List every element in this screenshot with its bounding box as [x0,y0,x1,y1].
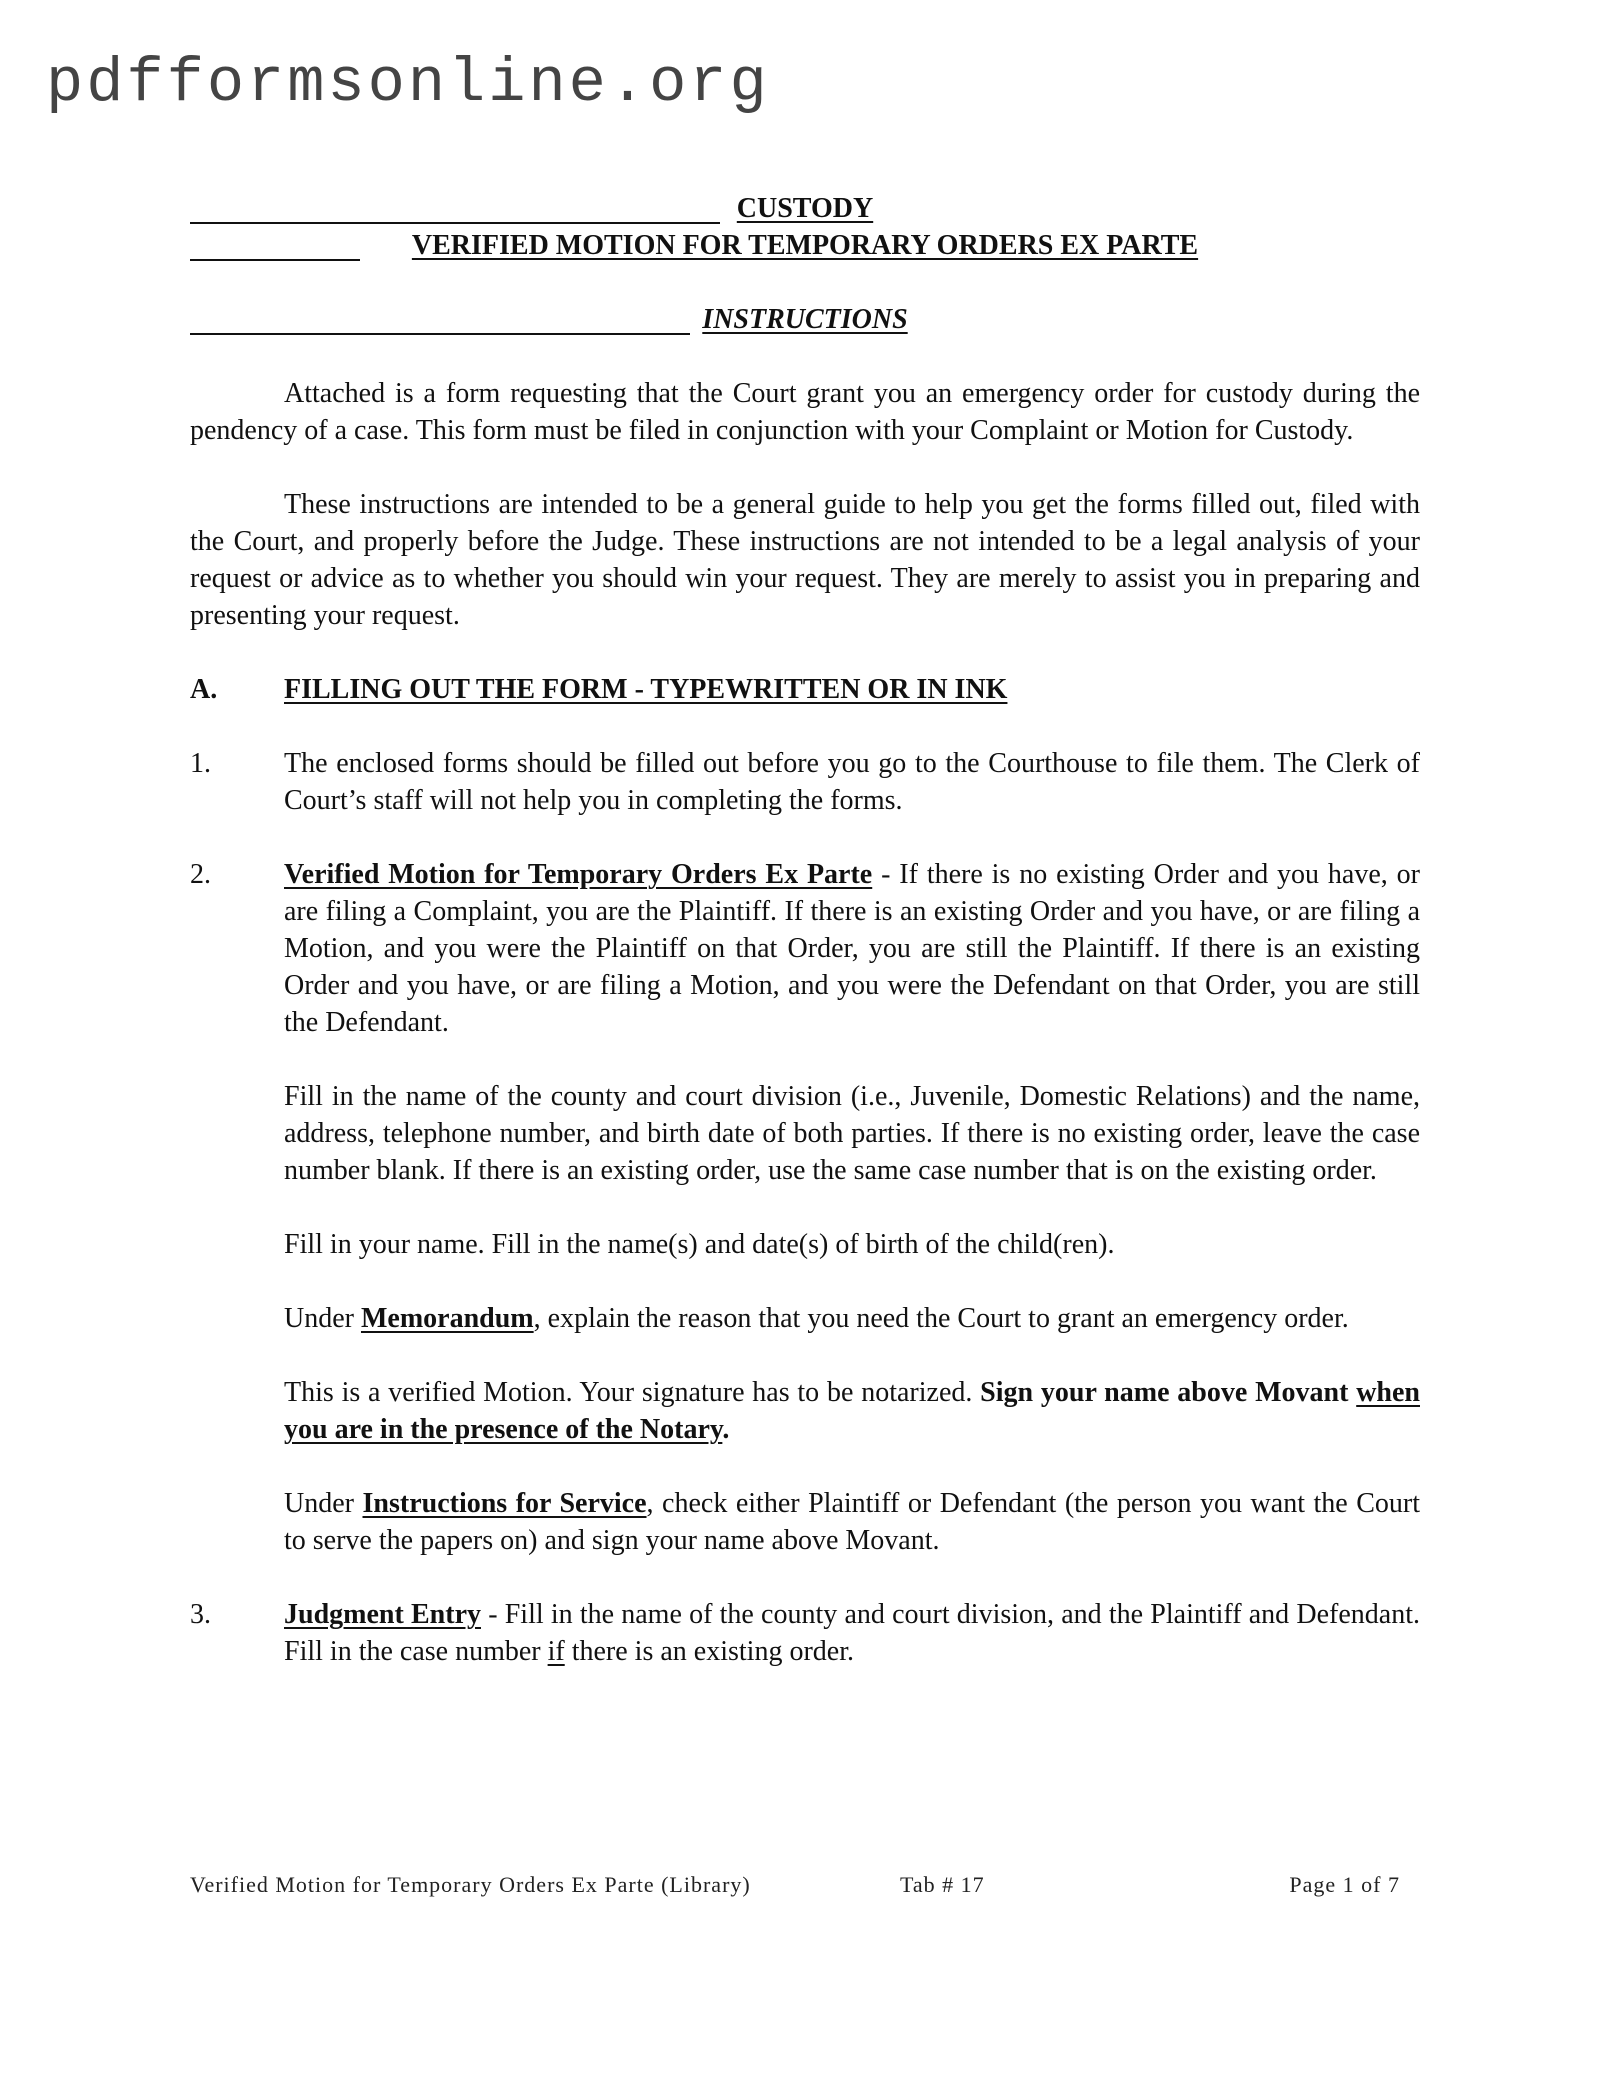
footer-tab: Tab # 17 [900,1872,985,1897]
sub4-text: This is a verified Motion. Your signature has to be notarized. [284,1377,981,1408]
item-2-sub-paragraph-2: Fill in your name. Fill in the name(s) and date(s) of birth of the child(ren). [284,1229,1115,1260]
instructions-for-service-label: Instructions for Service [362,1488,647,1519]
item-3-text-b: there is an existing order. [564,1636,854,1667]
list-item-2 [190,856,1420,1041]
item-2-sub-paragraph-1: Fill in the name of the county and court division (i.e., Juvenile, Domestic Relations) and the name, address, telephone number, and birth date of both parties. If there is no existing order, leave the case number blank. If there is an existing order, use the same case number that is on the existing order. [284,1081,1420,1186]
sub5-prefix: Under [284,1488,363,1519]
sub3-prefix: Under [284,1303,361,1334]
sub4-bold-underline: when you are in the presence of the Notary [284,1377,1420,1445]
sub5-text: , check either Plaintiff or Defendant (the person you want the Court to serve the papers on) and sign your name above Movant. [284,1488,1420,1556]
intro-paragraph-1: Attached is a form requesting that the Court grant you an emergency order for custody during the pendency of a case. This form must be filed in conjunction with your Complaint or Motion for Custody. [190,378,1420,446]
item-number: 3. [190,1599,211,1630]
item-number: 1. [190,748,211,779]
document-title-1: CUSTODY [736,193,874,224]
item-2-sub-paragraph-5 [284,1485,1420,1559]
title-line-instructions [190,301,1420,338]
title-rule-1 [190,222,720,224]
title-rule-2 [190,259,360,261]
title-line-custody [190,190,1420,227]
item-number: 2. [190,859,211,890]
section-letter: A. [190,674,218,705]
list-item-1 [190,745,1420,819]
memorandum-label: Memorandum [360,1303,534,1334]
sub3-text: , explain the reason that you need the Court to grant an emergency order. [533,1303,1349,1334]
list-item-3 [190,1596,1420,1670]
instructions-heading: INSTRUCTIONS [702,304,908,335]
item-text [284,856,1420,1041]
item-2-sub-paragraph-4 [284,1374,1420,1448]
item-text [284,1596,1420,1670]
item-2-sub-paragraph-3 [284,1300,1420,1337]
document-title-2: VERIFIED MOTION FOR TEMPORARY ORDERS EX PARTE [411,230,1199,261]
item-2-text: - If there is no existing Order and you have, or are filing a Complaint, you are the Plaintiff. If there is an existing Order and you have, or are filing a Motion, and you were the Plaintiff on that Order, you are still the Plaintiff. If there is an existing Order and you have, or are filing a Motion, and you were the Defendant on that Order, you are still the Defendant. [284,859,1420,1038]
title-line-motion [190,227,1420,264]
title-rule-3 [190,333,690,335]
item-3-text-a: - Fill in the name of the county and court division, and the Plaintiff and Defendant. Fill in the case number [284,1599,1420,1667]
intro-paragraph-2: These instructions are intended to be a general guide to help you get the forms filled out, filed with the Court, and properly before the Judge. These instructions are not intended to be a legal analysis of your request or advice as to whether you should win your request. They are merely to assist you in preparing and presenting your request. [190,489,1420,631]
document-body [190,190,1420,1670]
footer-document-name: Verified Motion for Temporary Orders Ex Parte (Library) [190,1872,751,1897]
section-label: FILLING OUT THE FORM - TYPEWRITTEN OR IN INK [284,674,1008,705]
item-text: The enclosed forms should be filled out before you go to the Courthouse to file them. The Clerk of Court’s staff will not help you in completing the forms. [284,748,1420,816]
page-footer [190,1872,1400,1898]
form-name-motion: Verified Motion for Temporary Orders Ex Parte [284,859,873,890]
footer-page-number: Page 1 of 7 [1289,1872,1400,1897]
item-3-if: if [547,1636,565,1667]
section-a-heading [190,671,1420,708]
sub4-bold: Sign your name above Movant [980,1377,1357,1408]
judgment-entry-label: Judgment Entry [284,1599,481,1630]
sub4-end: . [722,1414,730,1445]
watermark-logo: pdfformsonline.org [46,48,770,119]
